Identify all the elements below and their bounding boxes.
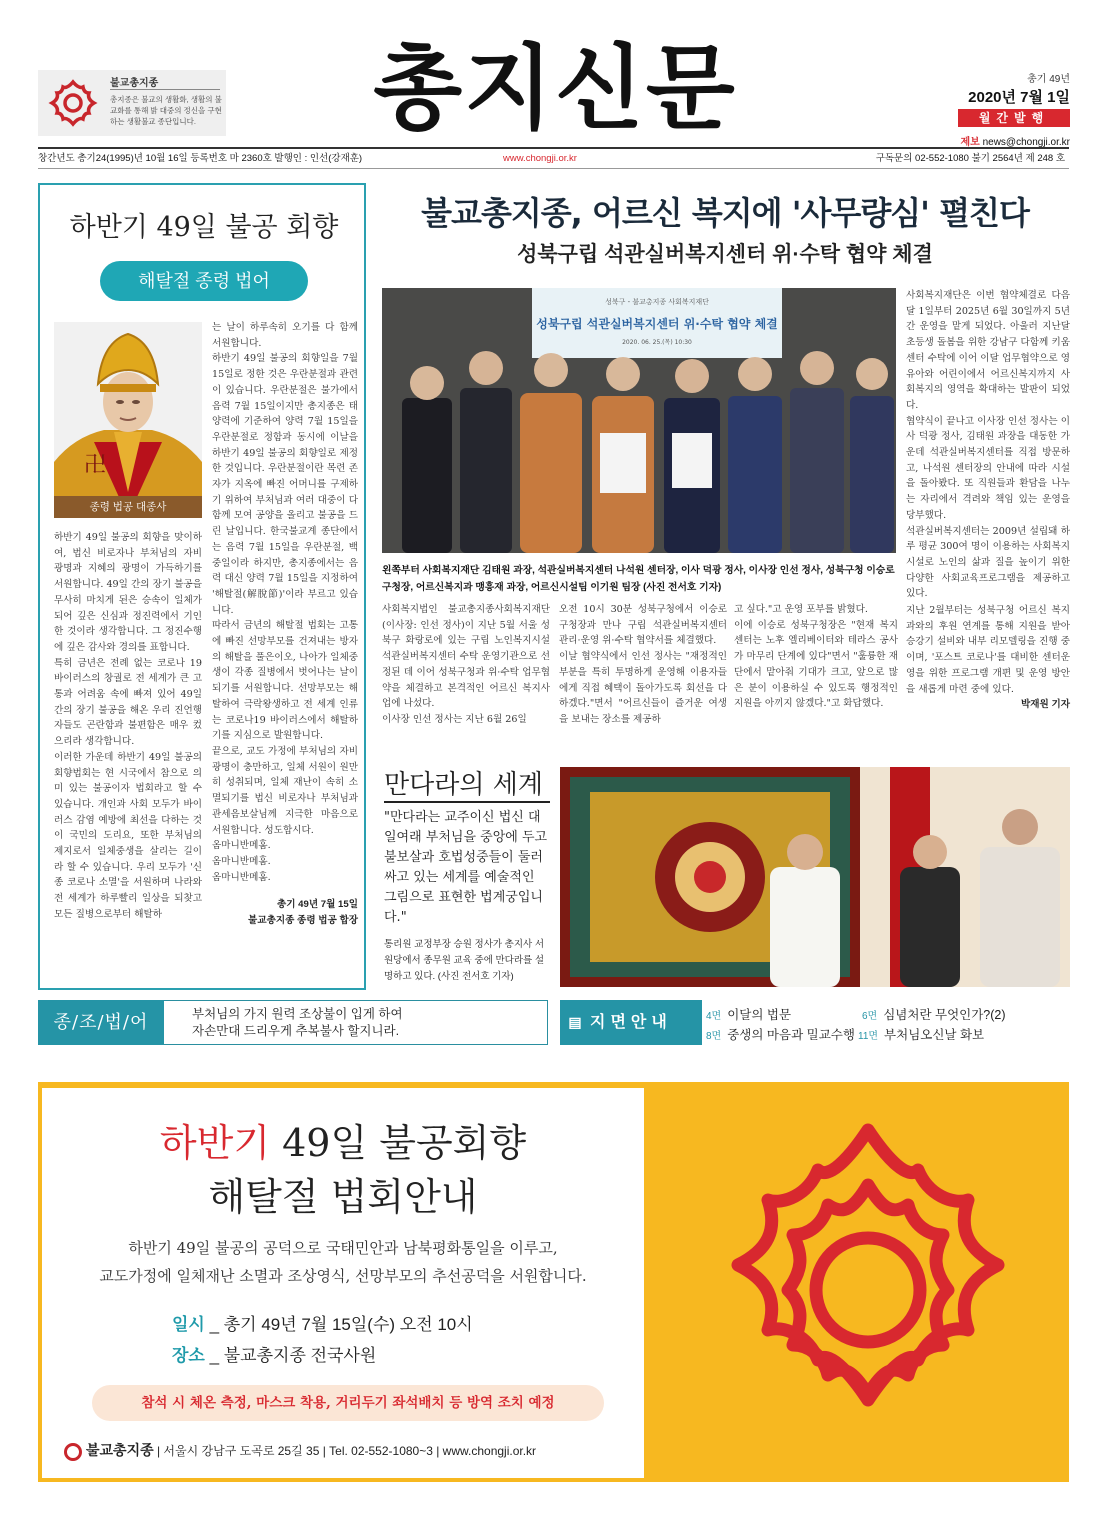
mandala-rule [384, 801, 550, 803]
left-article-title: 하반기 49일 불공 회향 [69, 212, 339, 243]
portrait-caption: 종령 법공 대종사 [54, 496, 202, 518]
ad-body-line1: 하반기 49일 불공의 공덕으로 국태민안과 남북평화통일을 이루고, [128, 1239, 558, 1257]
toc-item[interactable] [858, 1025, 984, 1043]
large-chongji-emblem-icon [718, 1100, 1018, 1470]
toc-page: 6면 [862, 1011, 878, 1022]
toc-item[interactable] [706, 1025, 855, 1043]
page-guide-label [560, 1000, 702, 1045]
signature-name: 불교총지종 종령 법공 합장 [248, 915, 358, 927]
tip-email-address[interactable]: news@chongji.or.kr [982, 137, 1070, 148]
issue-box [930, 70, 1070, 148]
ad-notice: 참석 시 체온 측정, 마스크 착용, 거리두기 좌석배치 등 방역 조치 예정 [92, 1385, 604, 1421]
portrait-photo [54, 322, 202, 517]
document-icon: ▤ [568, 1014, 582, 1030]
ad-title-line1 [42, 1112, 644, 1167]
page-guide-label-text: 지면안내 [590, 1014, 672, 1031]
toc-title: 이달의 법문 [727, 1008, 792, 1022]
toc-item[interactable] [862, 1005, 1006, 1023]
main-article-col4-text: 지난 2월부터는 성북구청 어르신 복지과와의 후원 연계를 통해 지원을 받아 승강기 설비와 내부 리모델링을 진행 중이며, '포스트 코로나'를 대비한 센터운영을 위한 프로그램 개편 및 운영 방안을 새롭게 마련 중에 있다. [906, 605, 1070, 695]
dharma-talk-pill: 해탈절 종령 법어 [100, 261, 308, 301]
toc-title: 심념처란 무엇인가?(2) [883, 1008, 1006, 1022]
main-article-col1: 사회복지법인 불교총지종사회복지재단(이사장: 인선 정사)이 지난 5월 서울 성북구 화랑로에 있는 구립 노인복지시설 석관실버복지센터 수탁 운영기관으로 선정된 데 이어 성북구청과 위·수탁 업무협약을 체결하고 본격적인 어르신 복지사업에 나섰다. 이사장 인선 정사는 지난 6월 26일 [382, 604, 550, 725]
toc-page: 4면 [706, 1011, 722, 1022]
subscription-info: 구독문의 02-552-1080 불기 2564년 제 248 호 [875, 153, 1065, 164]
banner-small-text: 성북구 - 불교총지종 사회복지재단 [605, 298, 709, 306]
mandala-caption: 통리원 교정부장 승원 정사가 총지사 서원당에서 종무원 교육 중에 만다라를 설명하고 있다. (사진 전서호 기자) [384, 939, 545, 982]
ad-when-label: 일시 [172, 1315, 205, 1334]
toc-title: 중생의 마음과 밀교수행 [727, 1028, 855, 1042]
ad-body [42, 1234, 644, 1290]
issue-date: 2020년 7월 1일 [968, 89, 1070, 106]
svg-text:卍: 卍 [84, 453, 107, 478]
mandala-title: 만다라의 세계 [384, 770, 543, 800]
corner-description: 총지종은 불교의 생활화, 생활의 불교화를 통해 밝 대중의 정신을 구현하는 생활불교 종단입니다. [110, 95, 222, 126]
issue-era: 총기 49년 [1027, 74, 1070, 85]
main-article-col3: 고 싶다."고 운영 포부를 밝혔다. 이에 이승로 성북구청장은 "현재 복지센터는 노후 엘리베이터와 테라스 공사가 마무리 단계에 있다"면서 "훌륭한 재단에서 맡아줘 기대가 크고, 앞으로 많은 분이 이용하실 수 있도록 행정적인 지원을 아끼지 않겠다."고 화답했다. [734, 604, 898, 710]
chongji-emblem-icon [48, 78, 98, 128]
byline: 박재원 기자 [1020, 699, 1070, 711]
ad-where-label: 장소 [172, 1346, 205, 1365]
mandala-quote: "만다라는 교주이신 법신 대일여래 부처님을 중앙에 두고 불보살과 호법성중들이 둘러싸고 있는 세계를 예술적인 그림으로 표현한 법계궁입니다." [384, 810, 548, 925]
left-article-col2 [212, 320, 358, 929]
masthead: 총지신문 [373, 35, 737, 142]
tip-label: 제보 [960, 137, 980, 148]
ad-body-line2: 교도가정에 일체재난 소멸과 조상영식, 선망부모의 추선공덕을 서원합니다. [99, 1267, 587, 1285]
ad-title-line2: 해탈절 법회안내 [208, 1175, 478, 1219]
chongji-emblem-icon [64, 1443, 82, 1461]
main-headline: 불교총지종, 어르신 복지에 '사무량심' 펼친다 [421, 194, 1029, 232]
info-bar [38, 147, 1069, 169]
website-link[interactable]: www.chongji.or.kr [503, 153, 577, 164]
toc-title: 부처님오신날 화보 [884, 1028, 985, 1042]
main-article-col4 [906, 603, 1070, 713]
ad-when-value: _ 총기 49년 7월 15일(수) 오전 10시 [204, 1315, 473, 1334]
main-article-right-column: 사회복지재단은 이번 협약체결로 다음 달 1일부터 2025년 6월 30일까지 5년간 운영을 맡게 되었다. 아울러 지난달 초등생 돌봄을 위한 강남구 다함께 키움센터 수탁에 이어 이달 업무협약으로 영유아와 어린이에서 어르신복지까지 사회복지의 영역을 확대하는 발판이 되었다. 협약식이 끝나고 이사장 인선 정사는 이사 덕광 정사, 김태원 과장을 대동한 가운데 석관실버복지센터를 직접 방문하고, 나석원 센터장의 안내에 따라 시설을 돌아봤다. 또 직원들과 환담을 나누는 자리에서 격려와 책임 있는 운영을 당부했다. 석관실버복지센터는 2009년 설립돼 하루 평균 300여 명이 이용하는 사회복지시설로 노인의 삶과 질을 높이기 위한 다양한 사회교육프로그램을 제공하고 있다. [906, 290, 1070, 600]
left-article-col1: 하반기 49일 불공의 회향을 맞이하여, 법신 비로자나 부처님의 자비 광명과 지혜의 광명이 가득하기를 서원합니다. 49일 간의 장기 불공을 무사히 마치게 된은 승속이 일체가 되어 깊은 신심과 정진력에서 기인한 것이라 생각합니다. 그 정진수행에 깊은 감사와 경의를 표합니다. 특히 금년은 전례 없는 코로나 19 바이러스의 창궐로 전 세계가 큰 고통과 어려움 속에 빠져 있어 49일 간의 장기 불공을 해온 우리 진언행자들도 곤란함과 불편함은 매우 컸으리라 생각합니다. 이러한 가운데 하반기 49일 불공의 회향법회는 현 시국에서 참으로 의미 있는 불공이자 법회라고 할 수 있습니다. 개인과 사회 모두가 바이러스 감염 예방에 최선을 다하는 것이 국민의 도리요, 또한 부처님의 제지로서 일체중생을 살리는 길이라 할 수 있습니다. 우리 모두가 '신종 코로나 소멸'을 서원하며 나라와 전 세계가 하루빨리 일상을 되찾고 모든 질병으로부터 해탈하 [54, 532, 202, 920]
main-subhead: 성북구립 석관실버복지센터 위·수탁 협약 체결 [517, 243, 933, 266]
tip-email[interactable] [930, 133, 1070, 148]
toc-page: 11면 [858, 1031, 879, 1042]
jongjo-line2: 자손만대 드리우게 추복불사 할지니라. [192, 1024, 400, 1038]
toc-page: 8면 [706, 1031, 722, 1042]
ad-title-rest: 49일 불공회향 [270, 1121, 527, 1165]
ad-where-value: _ 불교총지종 전국사원 [204, 1346, 377, 1365]
ad-footer-contact: | 서울시 강남구 도곡로 25길 35 | Tel. 02-552-1080~3 | www.chongji.or.kr [153, 1444, 537, 1458]
mandala-photo [560, 767, 1070, 987]
corner-label: 불교총지종 [110, 78, 159, 89]
registration-info: 창간년도 총기24(1995)년 10월 16일 등록번호 마 2360호 발행인 : 인선(강재훈) [38, 153, 363, 164]
ad-where [172, 1341, 376, 1366]
ad-footer-name: 불교총지종 [86, 1442, 154, 1458]
jongjo-line1: 부처님의 가지 원력 조상불이 입게 하여 [192, 1007, 403, 1021]
ad-footer [64, 1440, 644, 1461]
banner-date: 2020. 06. 25.(목) 10:30 [622, 339, 692, 346]
agreement-ceremony-photo [382, 288, 896, 553]
left-article-col2-text: 는 날이 하루속히 오기를 다 함께 서원합니다. 하반기 49일 불공의 회향일을 7월 15일로 정한 것은 우란분절과 관련이 있습니다. 우란분절은 불가에서 음력 7월 15일이지만 총지종은 태양력에 기준하여 양력 7월 15일을 우란분절로 정함과 동시에 이날을 하반기 49일 불공의 회향일로 제정한 것입니다. 우란분절이란 목련 존자가 지옥에 빠진 어머니를 구제하기 위하여 부처님과 여러 대중이 다함께 모여 공양을 올리고 불공을 드린 날입니다. 한국불교계 종단에서는 음력 7월 15일을 우란분절, 백중일이라 하지만, 총지종에서는 음력 대신 양력 7월 15일을 지정하여 '해탈절(解脫節)'이라 부르고 있습니다. 따라서 금년의 해탈절 법회는 고통에 빠진 선망부모를 건져내는 방자의 해탈을 풀은이오, 나아가 일체중생이 각종 질병에서 벗어나는 날이 되기를 서원합니다. 선망부모는 해탈하여 극락왕생하고 전 세계 인류는 코로나19 바이러스에서 해탈하기를 지심으로 발원합니다. 끝으로, 교도 가정에 부처님의 자비 광명이 충만하고, 일체 서원이 원만히 성취되며, 일체 재난이 속히 소멸되기를 법신 비로자나 부처님과 관세음보살님께 지극한 마음으로 서원합니다. 성도합시다. 옴마니반메훔. 옴마니반메훔. 옴마니반메훔. [212, 322, 358, 883]
ad-when [172, 1310, 473, 1335]
main-article-col2: 오전 10시 30분 성북구청에서 이승로 구청장과 만나 구립 석관실버복지센터 관리·운영 위·수탁 협약서를 체결했다. 이날 협약식에서 인선 정사는 "재정적인 부분을 특히 투명하게 운영해 이용자들에게 직접 혜택이 돌아가도록 회선을 다하겠다."면서 "어르신들이 즐거운 여생을 보내는 장소를 제공하 [559, 604, 727, 725]
monthly-badge: 월간발행 [958, 109, 1070, 127]
banner-text: 성북구립 석관실버복지센터 위·수탁 협약 체결 [536, 317, 778, 331]
photo-caption: 왼쪽부터 사회복지재단 김태원 과장, 석관실버복지센터 나석원 센터장, 이사 덕광 정사, 이사장 인선 정사, 성북구청 이승로 구청장, 어르신복지과 맹흥재 과장, 어르신시설팀 이기원 팀장 (사진 전서호 기자) [382, 565, 895, 593]
jongjo-beobeo-text [192, 1006, 542, 1040]
ad-title-red: 하반기 [159, 1121, 271, 1165]
corner-box [38, 70, 226, 136]
jongjo-beobeo-label: 종/조/법/어 [38, 1000, 164, 1045]
toc-item[interactable] [706, 1005, 791, 1023]
signature-date: 총기 49년 7월 15일 [276, 899, 358, 911]
